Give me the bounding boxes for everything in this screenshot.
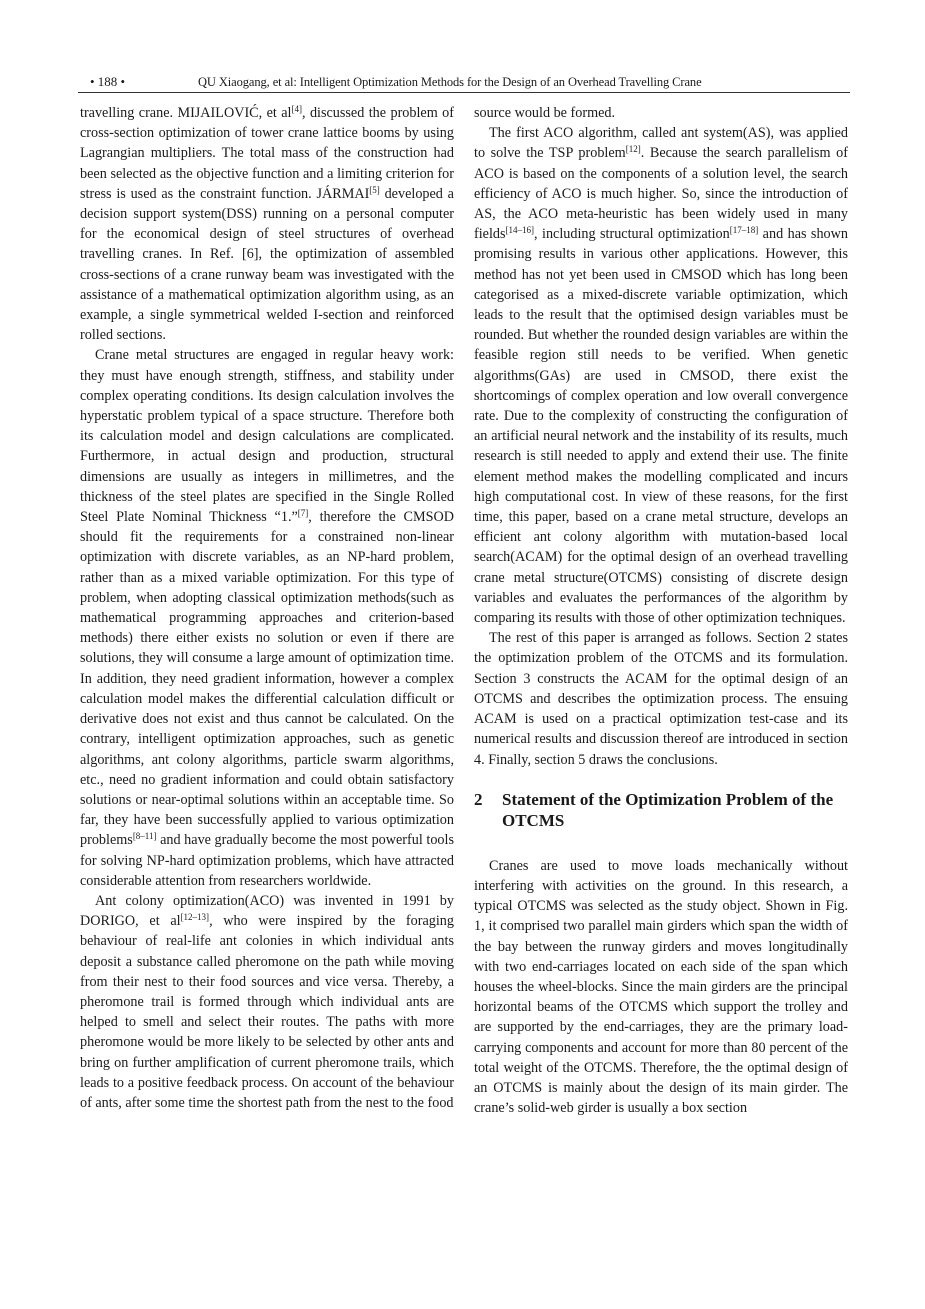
citation: [5] — [369, 184, 380, 195]
citation: [4] — [291, 104, 302, 114]
paragraph: source would be formed. — [474, 105, 616, 121]
citation: [17–18] — [729, 225, 759, 236]
paragraph: The rest of this paper is arranged as follows. Section 2 states the optimization problem of the OTCMS and its formulation. Section 3 constructs the ACAM for the optimal design of an OTCMS and describes the optimization process. The ensuing ACAM is used on a practical optimization test-case and its numerical results and discussion thereof are introduced in section 4. Finally, section 5 draws the conclusions. — [474, 630, 848, 768]
section-heading — [474, 789, 848, 831]
text-run: , discussed the problem of cross-section optimization of tower crane lattice booms by using Lagrangian multipliers. The total mass of the construction had been selected as the objective function and a limiting criterion for stress is used as the constraint function. JÁRMAI — [80, 105, 454, 202]
text-run: and has shown promising results in various other applications. However, this method has not yet been used in CMSOD which has long been categorised as a mixed-discrete variable optimization, which leads to the result that the optimised design variables must be rounded. But whether the rounded design variables are within the feasible region still needs to be verified. When genetic algorithms(GAs) are used in CMSOD, there exist the shortcomings of complex operation and low overall convergence rate. Due to the complexity of constructing the configuration of an artificial neural network and the instability of its results, much research is still needed to apply and extend their use. The finite element method makes the modelling complicated and incurs high computational cost. In view of these reasons, for the first time, this paper, based on a crane metal structure, develops an efficient ant colony algorithm with mutation-based local search(ACAM) for the optimal design of an overhead travelling crane metal structure(OTCMS) consisting of discrete design variables and evaluates the performances of the algorithm by comparing its results with those of other optimization techniques. — [474, 226, 848, 627]
text-run: developed a decision support system(DSS) running on a personal computer for the economical design of steel structures of overhead travelling cranes. In Ref. [6], the optimization of assembled cross-sections of a crane runway beam was investigated with the assistance of a mathematical optimization algorithm using, as an example, a single symmetrical welded I-section and reinforced rolled sections. — [80, 185, 454, 344]
text-run: , therefore the CMSOD should fit the requirements for a constrained non-linear optimization with discrete variables, as an NP-hard problem, rather than as a mixed variable optimization. For this type of problem, when adopting classical optimization methods(such as mathematical programming approaches and criterion-based methods) there either exists no solution or even if there are solutions, they will consume a large amount of optimization time. In addition, they need gradient information, however a complex calculation model makes the differential calculation difficult or derivative does not exist and thus cannot be calculated. On the contrary, intelligent optimization approaches, such as genetic algorithms, ant colony algorithms, particle swarm algorithms, etc., need no gradient information and could obtain satisfactory solutions or near-optimal solutions within an acceptable time. So far, they have been successfully applied to various optimization problems — [80, 509, 454, 849]
citation: [12–13] — [180, 912, 210, 923]
paragraph — [80, 345, 454, 890]
text-run: Crane metal structures are engaged in regular heavy work: they must have enough strength, stiffness, and stability under complex operating conditions. Its design calculation involves the hyperstatic problem typical of a space structure. Therefore both its calculation model and design calculations are complicated. Furthermore, in actual design and production, structural dimensions are usually as integers in millimetres, and the thickness of the steel plates are specified in the Single Rolled Steel Plate Nominal Thickness “1.” — [80, 347, 454, 526]
text-run: The first ACO algorithm, called ant system(AS), was applied to solve the TSP problem — [474, 125, 848, 162]
citation: [14–16] — [505, 225, 535, 236]
running-title: QU Xiaogang, et al: Intelligent Optimization Methods for the Design of an Overhead Travelling Crane — [198, 75, 702, 89]
page-number: • 188 • — [90, 74, 126, 89]
paragraph — [474, 123, 848, 628]
text-run: travelling crane. MIJAILOVIĆ, et al — [80, 105, 292, 121]
citation: [7] — [297, 508, 309, 519]
right-column — [474, 103, 848, 1118]
left-column — [80, 103, 454, 1113]
section-title: Statement of the Optimization Problem of the OTCMS — [502, 789, 834, 830]
paragraph — [80, 103, 454, 345]
paragraph — [80, 891, 454, 1113]
text-run: and have gradually become the most powerful tools for solving NP-hard optimization problems, which have attracted considerable attention from researchers worldwide. — [80, 832, 454, 889]
citation: [8–11] — [132, 831, 157, 842]
header-divider — [78, 92, 850, 93]
text-run: Ant colony optimization(ACO) was invented in 1991 by DORIGO, et al — [80, 892, 454, 930]
section-number: 2 — [474, 789, 483, 809]
text-run: , who were inspired by the foraging behaviour of real-life ant colonies in which individual ants deposit a substance called pheromone on the path while moving from their nest to their food sources and vice versa. Thereby, a pheromone trail is formed through which individual ants are helped to smell and select their routes. The paths with more pheromone would be more likely to be selected by other ants and bring on further amplification of current pheromone trails, which leads to a positive feedback process. On account of the behaviour of ants, after some time the shortest path from the nest to the food — [80, 913, 454, 1111]
page-header — [78, 72, 850, 92]
text-run: , including structural optimization — [534, 226, 730, 243]
citation: [12] — [625, 144, 641, 155]
paragraph: Cranes are used to move loads mechanically without interfering with activities on the ground. In this research, a typical OTCMS was selected as the study object. Shown in Fig. 1, it comprised two parallel main girders which span the width of the bay between the runway girders and moves longitudinally with two end-carriages located on each side of the span which houses the wheel-blocks. Since the main girders are the principal horizontal beams of the OTCMS which support the trolley and are supported by the end-carriages, they are the primary load-carrying components and account for more than 80 percent of the total weight of the OTCMS. Therefore, the the optimal design of an OTCMS is mainly about the design of its main girder. The crane’s solid-web girder is usually a box section — [474, 857, 848, 1117]
text-run: . Because the search parallelism of ACO is based on the components of a solution level, the search efficiency of ACO is much higher. So, since the introduction of AS, the ACO meta-heuristic has been widely used in many fields — [474, 145, 849, 243]
